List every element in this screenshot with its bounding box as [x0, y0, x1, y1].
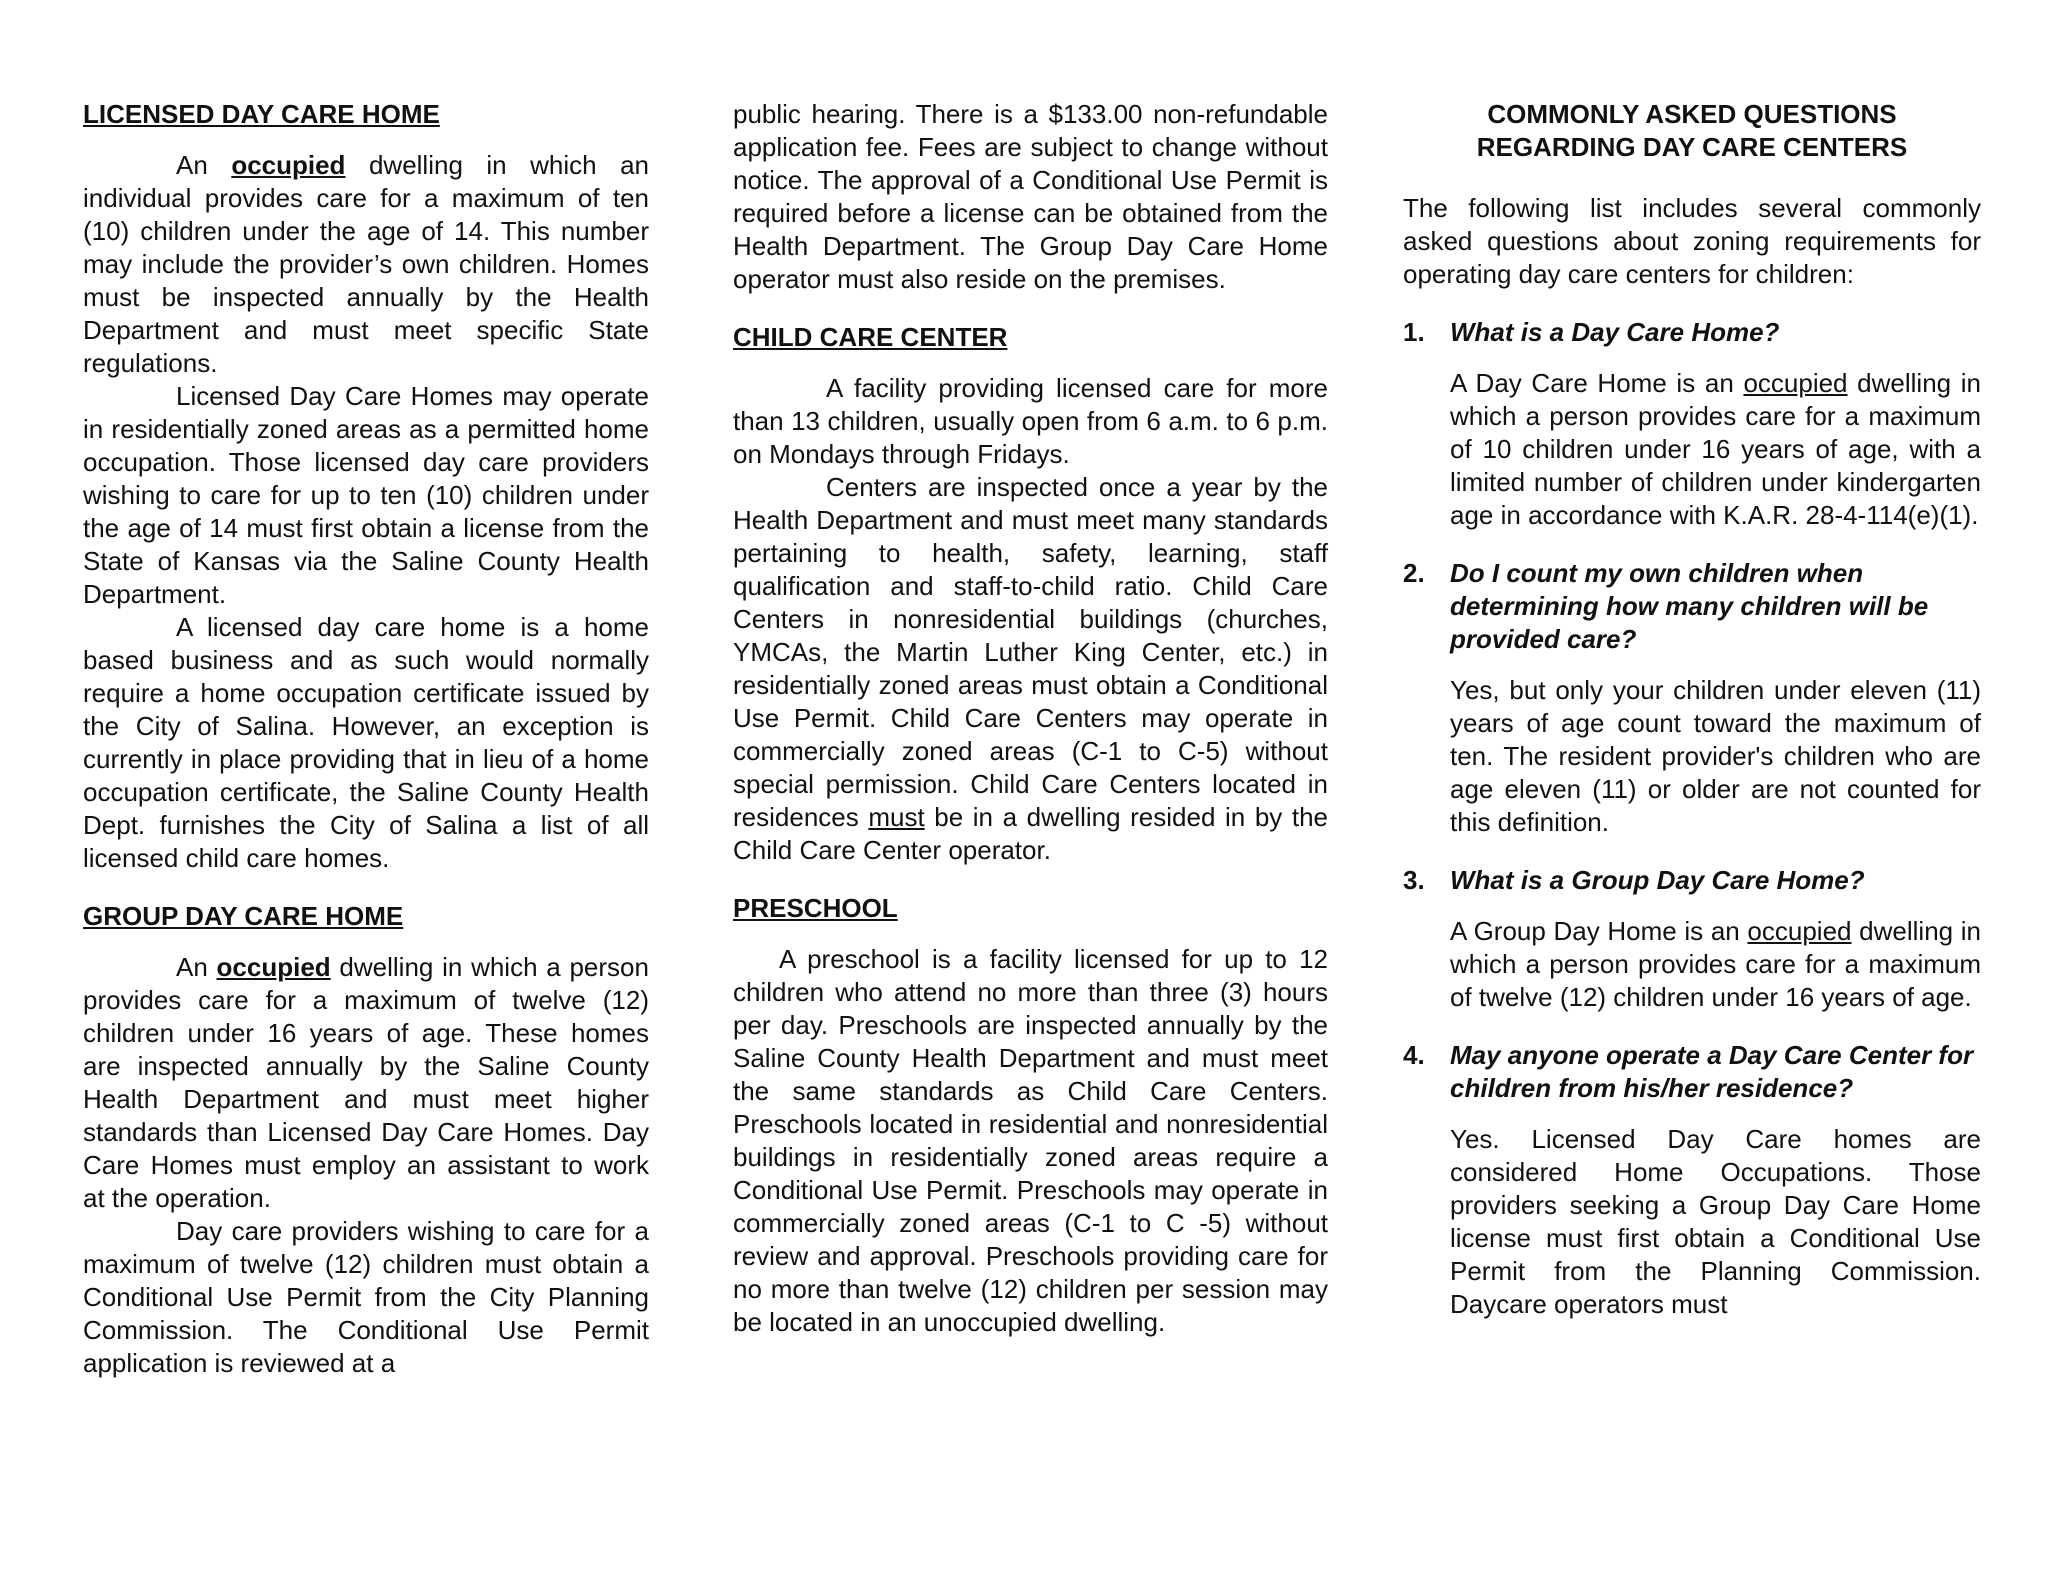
section-heading-child-care-center: CHILD CARE CENTER — [733, 322, 1008, 352]
faq-question-2: 2. Do I count my own children when determining how many children will be provided care? — [1403, 558, 1929, 654]
section-heading-licensed-day-care-home: LICENSED DAY CARE HOME — [83, 99, 440, 129]
section-heading-preschool: PRESCHOOL — [733, 893, 898, 923]
column-right — [1403, 98, 1981, 1321]
licensed-home-paragraph-1: An occupied dwelling in which an individual provides care for a maximum of ten (10) children under the age of 14. This number may include the provider’s own children. Homes must be inspected annually by the Health Department and must meet specific State regulations. — [83, 150, 649, 378]
licensed-home-paragraph-3: A licensed day care home is a home based business and as such would normally require a home occupation certificate issued by the City of Salina. However, an exception is currently in place providing that in lieu of a home occupation certificate, the Saline County Health Dept. furnishes the City of Salina a list of all licensed child care homes. — [83, 612, 649, 873]
preschool-paragraph: A preschool is a facility licensed for up to 12 children who attend no more than three (3) hours per day. Preschools are inspected annually by the Saline County Health Department and must meet the same standards as Child Care Centers. Preschools located in residential and nonresidential buildings in residentially zoned areas require a Conditional Use Permit. Preschools may operate in commercially zoned areas (C-1 to C -5) without review and approval. Preschools providing care for no more than twelve (12) children per session may be located in an unoccupied dwelling. — [733, 944, 1328, 1337]
group-home-paragraph-continued: public hearing. There is a $133.00 non-refundable application fee. Fees are subject to change without notice. The approval of a Conditional Use Permit is required before a license can be obtained from the Health Department. The Group Day Care Home operator must also reside on the premises. — [733, 99, 1328, 294]
faq-title: COMMONLY ASKED QUESTIONS REGARDING DAY CARE CENTERS — [1476, 99, 1908, 162]
emphasis-must: must — [868, 802, 925, 832]
faq-question-4: 4. May anyone operate a Day Care Center for children from his/her residence? — [1403, 1040, 1974, 1103]
faq-question-3: 3. What is a Group Day Care Home? — [1403, 865, 1865, 895]
faq-intro: The following list includes several commonly asked questions about zoning requirements for operating day care centers for children: — [1403, 193, 1981, 289]
child-care-paragraph-2: Centers are inspected once a year by the Health Department and must meet many standards pertaining to health, safety, learning, staff qualification and staff-to-child ratio. Child Care Centers in nonresidential buildings (churches, YMCAs, the Martin Luther King Center, etc.) in residentially zoned areas must obtain a Conditional Use Permit. Child Care Centers may operate in commercially zoned areas (C-1 to C-5) without special permission. Child Care Centers located in residences must be in a dwelling resided in by the Child Care Center operator. — [733, 472, 1328, 865]
faq-answer-1: A Day Care Home is an occupied dwelling in which a person provides care for a maximum of 10 children under 16 years of age, with a limited number of children under kindergarten age in accordance with K.A.R. 28-4-114(e)(1). — [1450, 368, 1981, 530]
child-care-paragraph-1: A facility providing licensed care for more than 13 children, usually open from 6 a.m. to 6 p.m. on Mondays through Fridays. — [733, 373, 1328, 469]
emphasis-occupied: occupied — [216, 952, 331, 982]
emphasis-occupied: occupied — [1747, 916, 1852, 946]
faq-question-1: 1. What is a Day Care Home? — [1403, 317, 1780, 347]
faq-answer-3: A Group Day Home is an occupied dwelling in which a person provides care for a maximum of twelve (12) children under 16 years of age. — [1450, 916, 1982, 1012]
group-home-paragraph-2: Day care providers wishing to care for a maximum of twelve (12) children must obtain a Conditional Use Permit from the City Planning Commission. The Conditional Use Permit application is reviewed at a — [83, 1216, 649, 1378]
group-home-paragraph-1: An occupied dwelling in which a person provides care for a maximum of twelve (12) children under 16 years of age. These homes are inspected annually by the Saline County Health Department and must meet higher standards than Licensed Day Care Homes. Day Care Homes must employ an assistant to work at the operation. — [83, 952, 649, 1213]
emphasis-occupied: occupied — [231, 150, 346, 180]
faq-answer-2: Yes, but only your children under eleven (11) years of age count toward the maximum of ten. The resident provider's children who are age eleven (11) or older are not counted for this definition. — [1450, 675, 1981, 837]
faq-answer-4: Yes. Licensed Day Care homes are considered Home Occupations. Those providers seeking a Group Day Care Home license must first obtain a Conditional Use Permit from the Planning Commission. Daycare operators must — [1450, 1124, 1981, 1319]
section-heading-group-day-care-home: GROUP DAY CARE HOME — [83, 901, 404, 931]
column-middle — [733, 98, 1328, 1339]
column-left — [83, 98, 649, 1380]
emphasis-occupied: occupied — [1743, 368, 1848, 398]
licensed-home-paragraph-2: Licensed Day Care Homes may operate in residentially zoned areas as a permitted home occupation. Those licensed day care providers wishing to care for up to ten (10) children under the age of 14 must first obtain a license from the State of Kansas via the Saline County Health Department. — [83, 381, 649, 609]
